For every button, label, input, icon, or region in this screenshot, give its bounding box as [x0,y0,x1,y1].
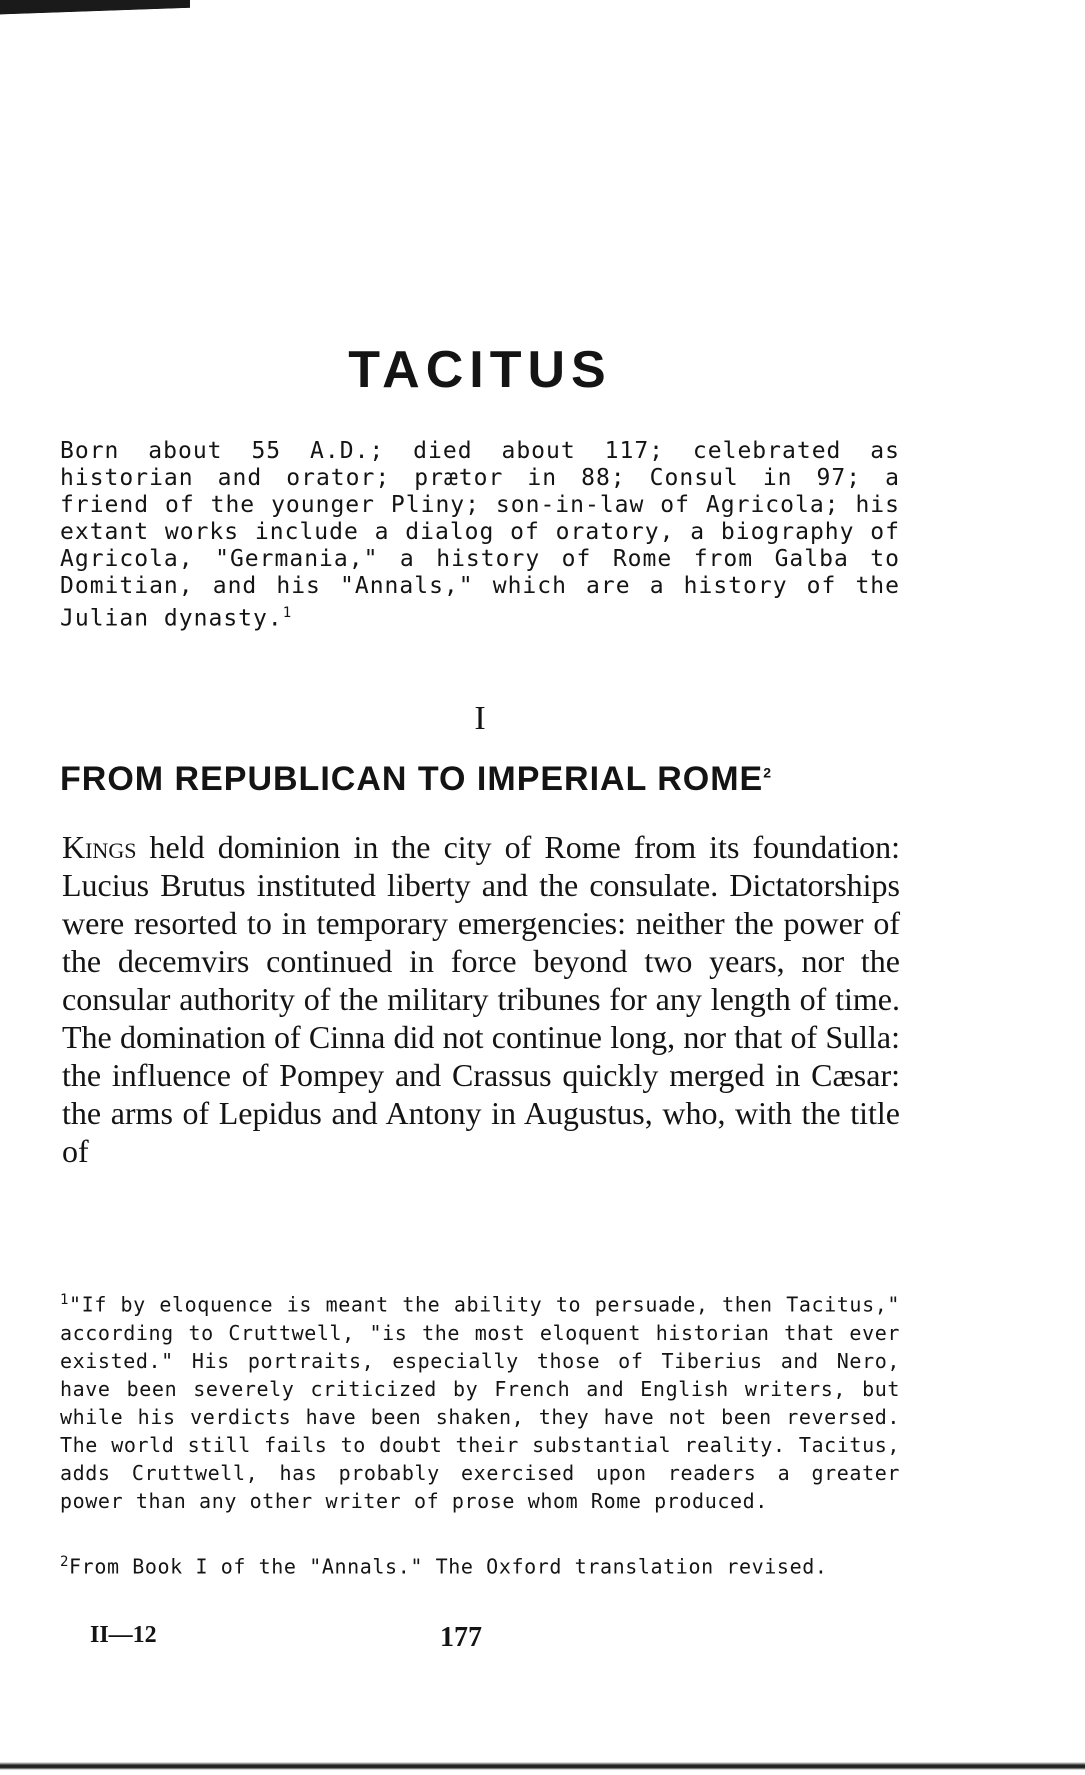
page-title: TACITUS [348,341,612,399]
footnote-2 [60,1548,900,1581]
page-number: 177 [440,1622,482,1653]
author-biography [60,438,900,633]
section-numeral: I [474,700,486,737]
body-paragraph-text: held dominion in the city of Rome from its foundation: Lucius Brutus instituted liberty and the consulate. Dictatorships were resorted to in temporary emergencies: neither the power of the decemvirs continued in force beyond two years, nor the consular authority of the military tribunes for any length of time. The domination of Cinna did not continue long, nor that of Sulla: the influence of Pompey and Crassus quickly merged in Cæsar: the arms of Lepidus and Antony in Augustus, who, with the title of [62,829,900,1169]
section-title [60,760,900,799]
scan-bottom-edge [0,1762,1085,1770]
footnote-ref-2: 2 [763,764,772,781]
footnote-1 [60,1286,900,1515]
footnote-ref-1: 1 [282,605,293,621]
footnote-text: "If by eloquence is meant the ability to persuade, then Tacitus," according to Cruttwell, "is the most eloquent historian that ever existed." His portraits, especially those of Tiberius and Nero, have been severely criticized by French and English writers, but while his verdicts have been shaken, they have not been reversed. The world still fails to doubt their substantial reality. Tacitus, adds Cruttwell, has probably exercised upon readers a greater power than any other writer of prose whom Rome produced. [60,1292,900,1513]
body-paragraph [62,828,900,1170]
section-title-text: FROM REPUBLICAN TO IMPERIAL ROME [60,760,764,798]
footnote-marker: 2 [60,1554,70,1570]
footnote-marker: 1 [60,1292,70,1308]
footnote-text: From Book I of the "Annals." The Oxford translation revised. [69,1554,828,1579]
signature-mark: II—12 [90,1622,157,1648]
drop-word: Kings [62,829,137,865]
biography-text: Born about 55 A.D.; died about 117; celebrated as historian and orator; prætor in 88; Consul in 97; a friend of the younger Pliny; son-in-law of Agricola; his extant works include a dialog of oratory, a biography of Agricola, "Germania," a history of Rome from Galba to Domitian, and his "Annals," which are a history of the Julian dynasty. [60,438,900,632]
scan-edge-mark [0,0,190,34]
